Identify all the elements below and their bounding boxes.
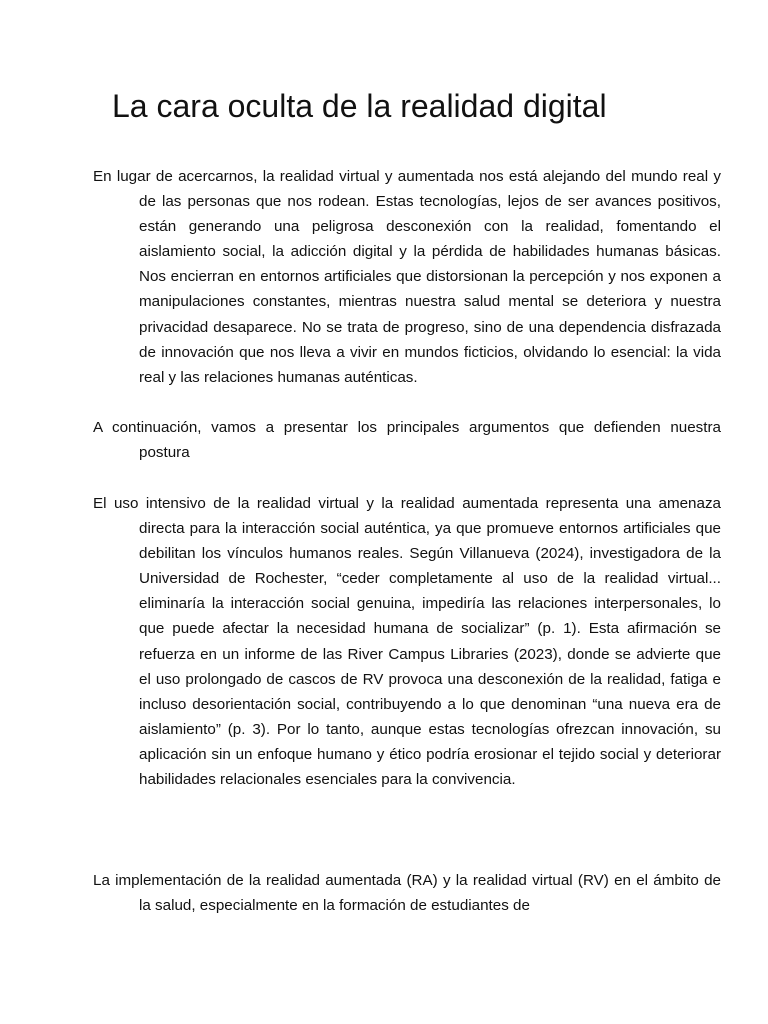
document-title: La cara oculta de la realidad digital: [112, 88, 607, 124]
paragraph-argument-social-interaction: El uso intensivo de la realidad virtual y la realidad aumentada representa una amenaza directa para la interacción social auténtica, ya que promueve entornos artificiales que debilitan los vínculos humanos reales. Según Villanueva (2024), investigadora de la Universidad de Rochester, “ceder completamente al uso de la realidad virtual... eliminaría la interacción social genuina, impediría las relaciones interpersonales, lo que puede afectar la necesidad humana de socializar” (p. 1). Esta afirmación se refuerza en un informe de las River Campus Libraries (2023), donde se advierte que el uso prolongado de cascos de RV provoca una desconexión de la realidad, fatiga e incluso desorientación social, contribuyendo a lo que denominan “una nueva era de aislamiento” (p. 3). Por lo tanto, aunque estas tecnologías ofrezcan innovación, su aplicación sin un enfoque humano y ético podría erosionar el tejido social y deteriorar habilidades relacionales esenciales para la convivencia.: [93, 495, 721, 789]
paragraph-transition: A continuación, vamos a presentar los principales argumentos que defienden nuestra postura: [93, 419, 721, 462]
paragraph-argument-health: La implementación de la realidad aumentada (RA) y la realidad virtual (RV) en el ámbito de la salud, especialmente en la formación de estudiantes de: [93, 872, 721, 915]
paragraph-introduction: En lugar de acercarnos, la realidad virtual y aumentada nos está alejando del mundo real y de las personas que nos rodean. Estas tecnologías, lejos de ser avances positivos, están generando una peligrosa desconexión con la realidad, fomentando el aislamiento social, la adicción digital y la pérdida de habilidades humanas básicas. Nos encierran en entornos artificiales que distorsionan la percepción y nos exponen a manipulaciones constantes, mientras nuestra salud mental se deteriora y nuestra privacidad desaparece. No se trata de progreso, sino de una dependencia disfrazada de innovación que nos lleva a vivir en mundos ficticios, olvidando lo esencial: la vida real y las relaciones humanas auténticas.: [93, 168, 721, 386]
